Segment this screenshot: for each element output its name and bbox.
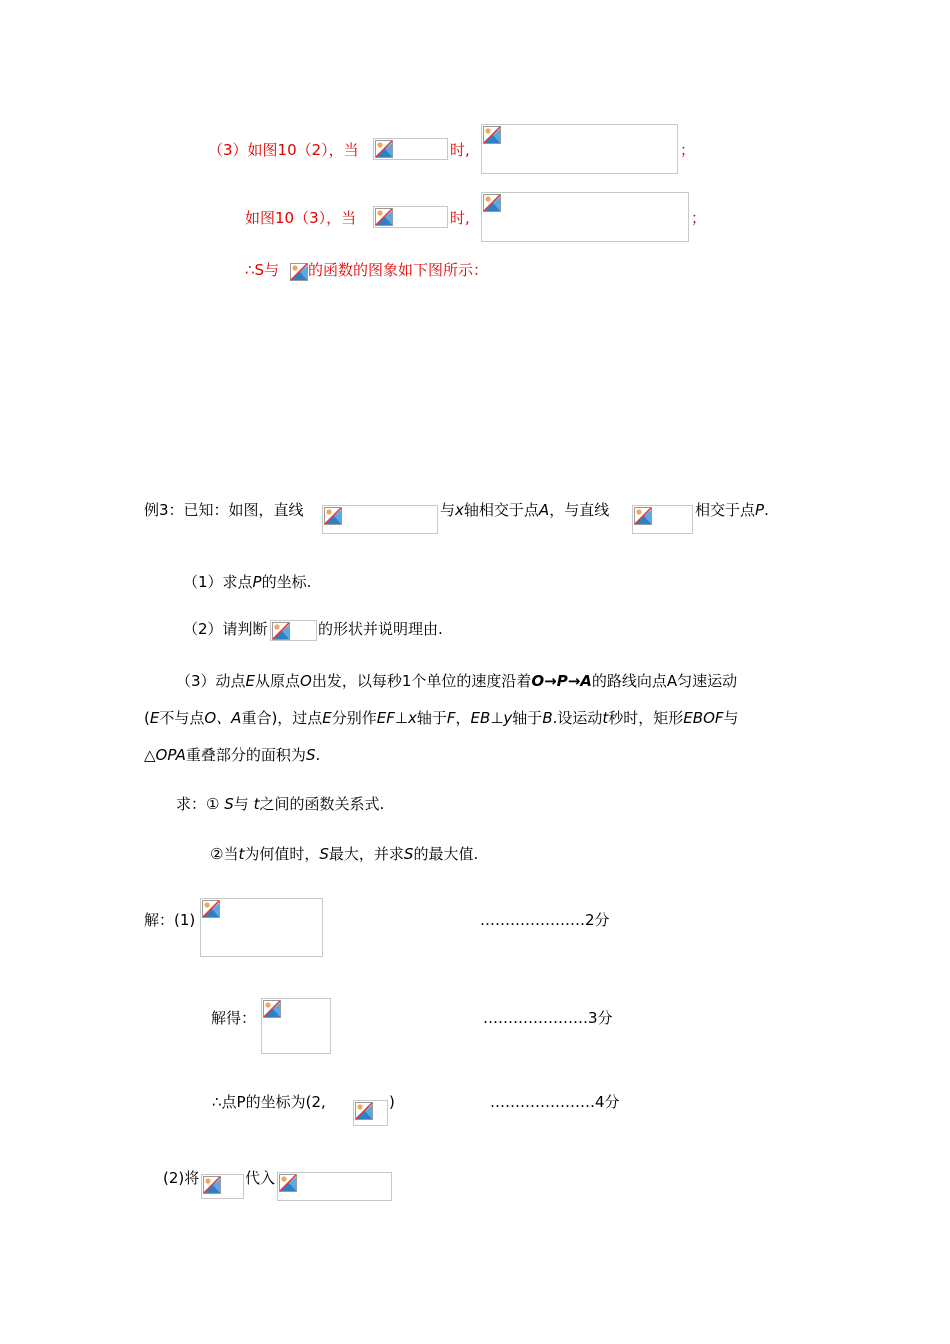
- broken-image-icon: [290, 263, 308, 281]
- var-S: S: [305, 746, 316, 764]
- var-S: S: [319, 845, 329, 863]
- broken-image-icon: [355, 1102, 373, 1120]
- var-F: F: [446, 709, 456, 727]
- q-text: (: [144, 709, 150, 727]
- red-line-2-text-b: 时,: [450, 209, 470, 227]
- q-text: 重合)，过点: [241, 709, 323, 727]
- var-OPA: OPA: [155, 746, 186, 764]
- formula-image: [277, 1172, 392, 1201]
- q-text: （3）动点: [176, 672, 246, 690]
- formula-image: [290, 263, 308, 281]
- intro-text: 与: [440, 501, 456, 519]
- q-text: 的坐标.: [261, 573, 312, 591]
- question-3-line-3: [144, 745, 320, 765]
- broken-image-icon: [483, 126, 501, 144]
- q-text: △: [144, 746, 156, 764]
- solution-step-1: 解：(1): [144, 911, 196, 929]
- formula-image: [270, 620, 317, 641]
- q-text: 不与点: [159, 709, 205, 727]
- var-B: B: [542, 709, 553, 727]
- broken-image-icon: [634, 507, 652, 525]
- var-E: E: [322, 709, 332, 727]
- q-text: 秒时，矩形: [608, 709, 684, 727]
- var-t: t: [238, 845, 245, 863]
- q-text: 重叠部分的面积为: [185, 746, 306, 764]
- var-EF: EF: [376, 709, 395, 727]
- q-text: 轴于: [416, 709, 447, 727]
- formula-image: [481, 124, 678, 174]
- q-text: 之间的函数关系式.: [259, 795, 385, 813]
- red-line-3-text-b: 的函数的图象如下图所示：: [308, 261, 489, 279]
- var-P: P: [252, 573, 262, 591]
- var-EBOF: EBOF: [683, 709, 724, 727]
- example-3-intro-b: [440, 500, 609, 520]
- broken-image-icon: [263, 1000, 281, 1018]
- solution-step-2: 解得：: [211, 1009, 257, 1027]
- broken-image-icon: [483, 194, 501, 212]
- formula-image: [353, 1100, 388, 1126]
- question-2-b: 的形状并说明理由.: [318, 620, 443, 638]
- intro-text: .: [764, 501, 769, 519]
- q-text: ⊥: [490, 709, 504, 727]
- broken-image-icon: [202, 900, 220, 918]
- red-line-1: [208, 140, 359, 160]
- broken-image-icon: [375, 140, 393, 158]
- q-text: 分别作: [331, 709, 377, 727]
- formula-image: [322, 505, 438, 534]
- intro-text: 例3：已知：如图，直线: [144, 501, 304, 519]
- score-4-points: …………………4分: [490, 1093, 620, 1111]
- ask-1: [176, 794, 384, 814]
- var-t: t: [253, 795, 260, 813]
- q-text: 求：①: [176, 795, 220, 813]
- q-text: ⊥: [394, 709, 408, 727]
- question-3-line-1: [176, 671, 737, 691]
- var-A: A: [538, 501, 550, 519]
- path-OPA: O→P→A: [531, 672, 592, 690]
- red-line-3-text-a: ∴S与: [245, 261, 280, 279]
- broken-image-icon: [203, 1176, 221, 1194]
- var-x: x: [455, 501, 464, 519]
- q-text: ②当: [210, 845, 239, 863]
- intro-text: ，与直线: [549, 501, 610, 519]
- red-line-1-text-b: 时,: [450, 141, 470, 159]
- ask-2: [210, 844, 478, 864]
- var-E: E: [245, 672, 256, 690]
- var-S: S: [224, 795, 234, 813]
- red-line-2-text-a: 如图10（3），当: [245, 209, 357, 227]
- q-text: .: [315, 746, 321, 764]
- red-line-2-text-c: ；: [691, 209, 707, 227]
- question-1: [183, 572, 311, 592]
- intro-text: 相交于点: [695, 501, 756, 519]
- question-2: [183, 619, 268, 639]
- formula-image: [261, 998, 331, 1054]
- broken-image-icon: [324, 507, 342, 525]
- question-3-line-2: [144, 708, 739, 728]
- q-text: （1）求点: [183, 573, 253, 591]
- q-text: 的路线向点A匀速运动: [591, 672, 738, 690]
- q-text: 的最大值.: [413, 845, 479, 863]
- score-2-points: …………………2分: [480, 911, 610, 929]
- formula-image: [200, 898, 323, 957]
- q-text: 最大，并求: [328, 845, 404, 863]
- broken-image-icon: [272, 622, 290, 640]
- formula-image: [201, 1174, 244, 1199]
- solution-step-3: ∴点P的坐标为(2,: [212, 1093, 326, 1111]
- solution-step-3-b: ): [389, 1093, 395, 1111]
- intro-text: 轴相交于点: [463, 501, 539, 519]
- var-t: t: [602, 709, 609, 727]
- solution-step-4: (2)将: [163, 1169, 200, 1187]
- solution-step-4-b: 代入: [245, 1169, 276, 1187]
- broken-image-icon: [279, 1174, 297, 1192]
- q-text: 为何值时，: [244, 845, 320, 863]
- var-y: y: [503, 709, 513, 727]
- formula-image: [373, 138, 448, 160]
- q-text: .设运动: [552, 709, 603, 727]
- example-3-intro-c: [695, 500, 769, 520]
- var-O: O: [300, 672, 312, 690]
- q-text: 出发，以每秒1个单位的速度沿着: [311, 672, 532, 690]
- var-x: x: [407, 709, 417, 727]
- broken-image-icon: [375, 208, 393, 226]
- q-text: 与: [233, 795, 249, 813]
- var-EB: EB: [470, 709, 491, 727]
- q-text: 轴于: [512, 709, 543, 727]
- q-text: 与: [723, 709, 739, 727]
- formula-image: [632, 505, 693, 534]
- q-text: （2）请判断: [183, 620, 268, 638]
- red-line-1-text-c: ；: [680, 141, 696, 159]
- var-S: S: [403, 845, 414, 863]
- formula-image: [481, 192, 689, 242]
- var-OA: O、A: [204, 709, 242, 727]
- q-text: 从原点: [255, 672, 301, 690]
- var-P: P: [755, 501, 765, 519]
- example-3-intro: [144, 500, 304, 520]
- red-line-1-text-a: （3）如图10（2），当: [208, 141, 359, 159]
- formula-image: [373, 206, 448, 228]
- q-text: ，: [455, 709, 471, 727]
- score-3-points: …………………3分: [483, 1009, 613, 1027]
- var-E: E: [149, 709, 160, 727]
